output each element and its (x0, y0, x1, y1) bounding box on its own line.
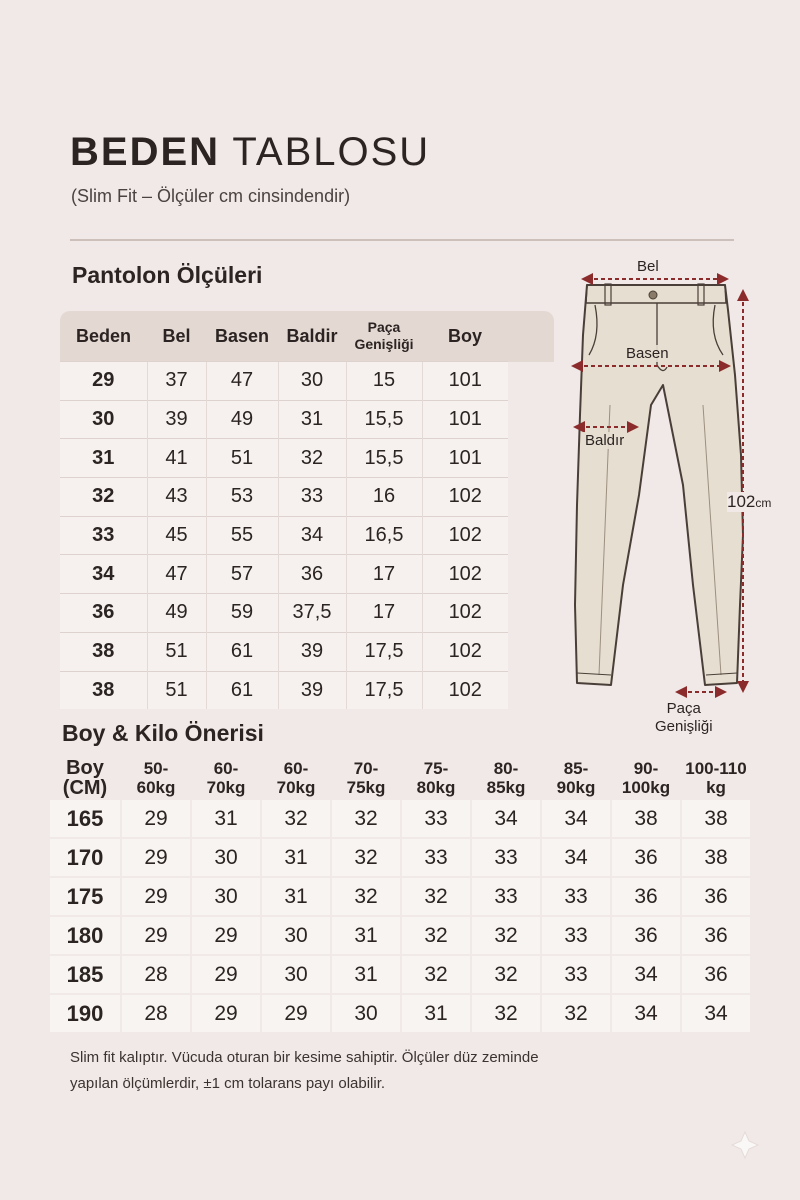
size-table-title: Boy & Kilo Önerisi (62, 720, 264, 746)
divider (70, 239, 734, 241)
size-cell: 31 (192, 800, 260, 837)
table-row (60, 362, 554, 401)
size-cell: 38 (682, 839, 750, 876)
measure-cell: 61 (206, 671, 278, 709)
weight-header (192, 758, 260, 798)
weight-header (262, 758, 330, 798)
footnote-line2: yapılan ölçümlerdir, ±1 cm tolarans payı olabilir. (70, 1075, 386, 1092)
measure-cell: 101 (422, 439, 508, 478)
size-cell: 34 (542, 800, 610, 837)
table-row (50, 839, 750, 876)
size-cell: 30 (60, 400, 147, 439)
size-cell: 34 (60, 555, 147, 594)
size-cell: 32 (402, 917, 470, 954)
weight-header (682, 758, 750, 798)
size-cell: 32 (262, 800, 330, 837)
measure-cell: 39 (278, 632, 346, 671)
size-cell: 38 (60, 671, 147, 709)
measure-cell: 51 (147, 671, 206, 709)
measure-cell: 15,5 (346, 439, 422, 478)
height-cell: 175 (50, 878, 120, 915)
size-cell: 33 (472, 878, 540, 915)
footnote (70, 1045, 690, 1097)
size-cell: 32 (472, 995, 540, 1032)
page-subtitle: (Slim Fit – Ölçüler cm cinsindendir) (71, 186, 351, 206)
row-spacer (508, 594, 554, 633)
weight-header (542, 758, 610, 798)
pant-table-title: Pantolon Ölçüleri (72, 262, 263, 288)
size-cell: 30 (192, 839, 260, 876)
measure-cell: 49 (206, 400, 278, 439)
size-cell: 34 (472, 800, 540, 837)
size-cell: 30 (332, 995, 400, 1032)
weight-header-line2: 60kg (136, 778, 176, 797)
measure-cell: 17 (346, 555, 422, 594)
measure-cell: 32 (278, 439, 346, 478)
size-cell: 31 (332, 956, 400, 993)
height-cell: 180 (50, 917, 120, 954)
measure-cell: 30 (278, 362, 346, 401)
header-beden: Beden (60, 311, 147, 362)
weight-header-line2: 90kg (556, 778, 596, 797)
pants-diagram (565, 255, 790, 745)
weight-header (332, 758, 400, 798)
size-cell: 29 (192, 917, 260, 954)
size-cell: 33 (542, 917, 610, 954)
size-cell: 29 (122, 839, 190, 876)
size-cell: 32 (402, 878, 470, 915)
weight-header-line1: 60- (213, 759, 239, 778)
measure-cell: 47 (206, 362, 278, 401)
table-row (60, 516, 554, 555)
header-baldir: Baldir (278, 311, 346, 362)
table-row (60, 439, 554, 478)
measure-cell: 102 (422, 594, 508, 633)
weight-header-line2: 85kg (486, 778, 526, 797)
label-thigh: Baldır (585, 432, 625, 449)
measure-cell: 102 (422, 516, 508, 555)
table-row (50, 878, 750, 915)
row-spacer (508, 400, 554, 439)
size-cell: 38 (60, 632, 147, 671)
weight-header-line2: 75kg (346, 778, 386, 797)
weight-header-line1: 75- (423, 759, 449, 778)
size-cell: 31 (402, 995, 470, 1032)
measure-cell: 39 (278, 671, 346, 709)
size-cell: 38 (612, 800, 680, 837)
title-bold: BEDEN (70, 130, 221, 174)
measure-cell: 37 (147, 362, 206, 401)
size-cell: 29 (122, 800, 190, 837)
measure-cell: 102 (422, 632, 508, 671)
measure-cell: 61 (206, 632, 278, 671)
weight-header-line1: 50- (143, 759, 169, 778)
row-spacer (508, 516, 554, 555)
size-cell: 34 (612, 956, 680, 993)
measure-cell: 34 (278, 516, 346, 555)
size-cell: 33 (542, 878, 610, 915)
measure-cell: 53 (206, 478, 278, 517)
row-spacer (508, 439, 554, 478)
table-row (60, 555, 554, 594)
size-cell: 34 (612, 995, 680, 1032)
table-row (60, 400, 554, 439)
size-cell: 32 (542, 995, 610, 1032)
header-boy-line1: Boy (66, 757, 104, 779)
header-boy-line2: (CM) (62, 777, 108, 799)
table-row (60, 632, 554, 671)
size-cell: 32 (472, 956, 540, 993)
measure-cell: 36 (278, 555, 346, 594)
measure-cell: 43 (147, 478, 206, 517)
table-row (50, 800, 750, 837)
measure-cell: 59 (206, 594, 278, 633)
weight-header (402, 758, 470, 798)
measure-cell: 55 (206, 516, 278, 555)
measure-cell: 57 (206, 555, 278, 594)
size-recommendation-table (48, 756, 752, 1034)
length-unit: cm (755, 496, 772, 510)
weight-header-line1: 85- (563, 759, 589, 778)
height-cell: 190 (50, 995, 120, 1032)
measure-cell: 15,5 (346, 400, 422, 439)
measure-cell: 102 (422, 555, 508, 594)
label-waist: Bel (637, 258, 659, 275)
size-cell: 33 (542, 956, 610, 993)
weight-header-line1: 100-110 (685, 759, 747, 778)
size-cell: 30 (262, 917, 330, 954)
header-boy-cm (50, 758, 120, 798)
weight-header-line2: 80kg (416, 778, 456, 797)
label-length (727, 492, 771, 512)
size-cell: 29 (122, 917, 190, 954)
size-cell: 32 (332, 878, 400, 915)
weight-header-line1: 90- (633, 759, 659, 778)
label-hem-line2: Genişliği (655, 718, 713, 735)
size-cell: 38 (682, 800, 750, 837)
size-cell: 30 (262, 956, 330, 993)
size-cell: 36 (60, 594, 147, 633)
size-cell: 33 (472, 839, 540, 876)
weight-header-line2: 70kg (276, 778, 316, 797)
size-cell: 31 (332, 917, 400, 954)
title-light: TABLOSU (232, 130, 431, 174)
row-spacer (508, 632, 554, 671)
weight-header (472, 758, 540, 798)
measure-cell: 47 (147, 555, 206, 594)
height-cell: 185 (50, 956, 120, 993)
weight-header-line2: kg (706, 778, 726, 797)
size-cell: 32 (472, 917, 540, 954)
size-cell: 29 (60, 362, 147, 401)
size-cell: 28 (122, 956, 190, 993)
size-cell: 34 (542, 839, 610, 876)
table-header-row (60, 311, 554, 362)
size-cell: 36 (612, 917, 680, 954)
row-spacer (508, 555, 554, 594)
measure-cell: 101 (422, 400, 508, 439)
measure-cell: 101 (422, 362, 508, 401)
size-cell: 29 (122, 878, 190, 915)
header-paca-line1: Paça (367, 319, 401, 335)
weight-header-line1: 80- (493, 759, 519, 778)
size-cell: 31 (262, 839, 330, 876)
size-cell: 32 (332, 839, 400, 876)
weight-header (122, 758, 190, 798)
header-paca-line2: Genişliği (354, 336, 414, 352)
size-cell: 32 (332, 800, 400, 837)
row-spacer (508, 671, 554, 709)
table-row (60, 671, 554, 709)
size-cell: 31 (60, 439, 147, 478)
measure-cell: 41 (147, 439, 206, 478)
length-value: 102 (727, 492, 756, 511)
header-paca-genisligi (346, 311, 422, 362)
sparkle-icon (730, 1130, 760, 1160)
measure-cell: 51 (206, 439, 278, 478)
measure-cell: 31 (278, 400, 346, 439)
row-spacer (508, 478, 554, 517)
measure-cell: 45 (147, 516, 206, 555)
measure-cell: 17 (346, 594, 422, 633)
measure-cell: 37,5 (278, 594, 346, 633)
label-hem-line1: Paça (666, 700, 701, 717)
measure-cell: 51 (147, 632, 206, 671)
page-title (70, 128, 430, 176)
size-cell: 32 (402, 956, 470, 993)
size-cell: 33 (402, 839, 470, 876)
measure-cell: 17,5 (346, 632, 422, 671)
header-basen: Basen (206, 311, 278, 362)
size-cell: 29 (262, 995, 330, 1032)
size-cell: 36 (612, 878, 680, 915)
measure-cell: 16 (346, 478, 422, 517)
measure-cell: 16,5 (346, 516, 422, 555)
size-cell: 36 (682, 917, 750, 954)
size-cell: 29 (192, 995, 260, 1032)
measure-cell: 49 (147, 594, 206, 633)
header-bel: Bel (147, 311, 206, 362)
size-cell: 31 (262, 878, 330, 915)
size-cell: 36 (682, 878, 750, 915)
label-hem (655, 700, 713, 736)
size-cell: 36 (682, 956, 750, 993)
footnote-line1: Slim fit kalıptır. Vücuda oturan bir kesime sahiptir. Ölçüler düz zeminde (70, 1049, 539, 1066)
label-hip: Basen (626, 345, 669, 362)
measure-cell: 33 (278, 478, 346, 517)
table-row (50, 995, 750, 1032)
pant-measurements-table (60, 311, 554, 709)
size-cell: 32 (60, 478, 147, 517)
measure-cell: 17,5 (346, 671, 422, 709)
header-spacer (508, 311, 554, 362)
table-row (60, 478, 554, 517)
height-cell: 170 (50, 839, 120, 876)
measure-cell: 102 (422, 671, 508, 709)
table-header-row (50, 758, 750, 798)
table-row (60, 594, 554, 633)
table-row (50, 917, 750, 954)
size-cell: 33 (402, 800, 470, 837)
size-cell: 33 (60, 516, 147, 555)
size-cell: 36 (612, 839, 680, 876)
size-cell: 30 (192, 878, 260, 915)
weight-header (612, 758, 680, 798)
weight-header-line2: 70kg (206, 778, 246, 797)
header-boy: Boy (422, 311, 508, 362)
measure-cell: 102 (422, 478, 508, 517)
weight-header-line1: 70- (353, 759, 379, 778)
row-spacer (508, 362, 554, 401)
measure-cell: 39 (147, 400, 206, 439)
weight-header-line1: 60- (283, 759, 309, 778)
table-row (50, 956, 750, 993)
measure-cell: 15 (346, 362, 422, 401)
weight-header-line2: 100kg (621, 778, 671, 797)
size-cell: 29 (192, 956, 260, 993)
height-cell: 165 (50, 800, 120, 837)
size-cell: 28 (122, 995, 190, 1032)
size-cell: 34 (682, 995, 750, 1032)
